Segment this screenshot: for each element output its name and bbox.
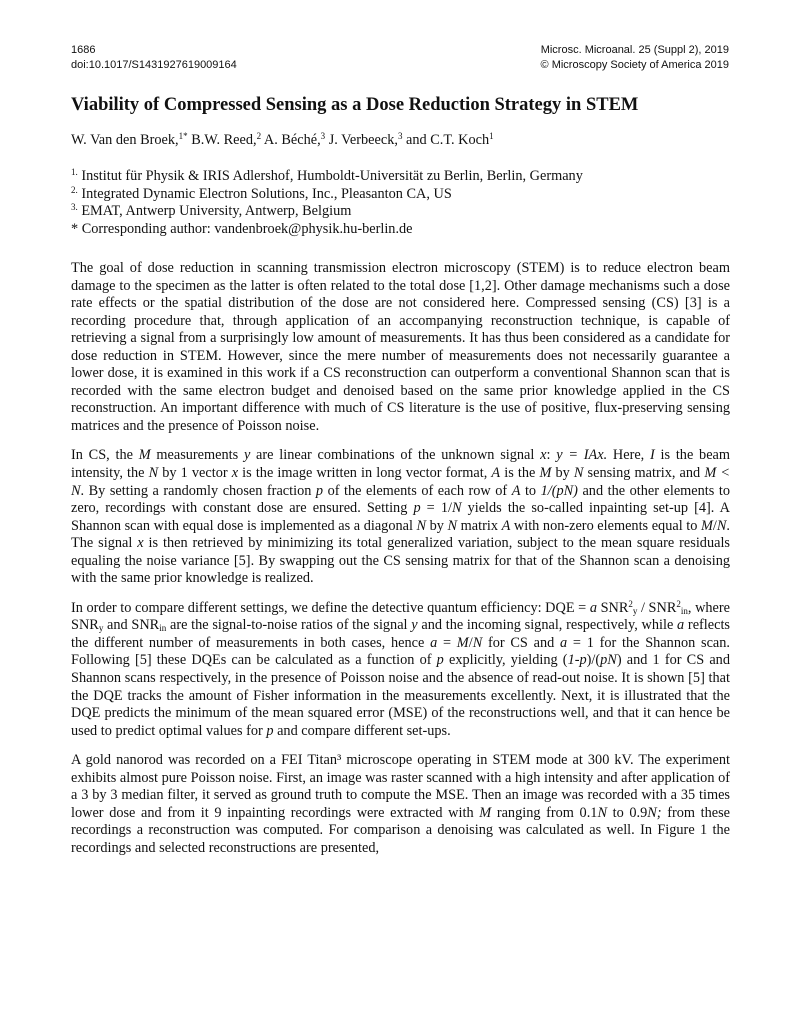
author-list	[71, 132, 494, 149]
text-run: in	[159, 623, 167, 634]
text-run: by	[426, 517, 448, 534]
author-mark: 1*	[178, 131, 188, 141]
text-run: and SNR	[103, 617, 160, 634]
text-run: / SNR	[637, 599, 677, 616]
author-mark: 2	[256, 131, 262, 141]
text-run: and the incoming signal, respectively, while	[417, 617, 678, 634]
text-run: p	[266, 722, 274, 739]
text-run: y	[98, 623, 104, 634]
text-run: N	[716, 517, 727, 534]
text-run: . By setting a randomly chosen fraction	[80, 482, 316, 499]
text-run: matrix	[457, 517, 502, 534]
author-mark: 3	[397, 131, 403, 141]
author-mark: 3	[320, 131, 326, 141]
text-run: from these recordings a reconstruction was computed. For comparison a denoising was calculated as well. In Figure 1 the recordings and selected reconstructions are presented,	[71, 804, 731, 856]
text-run: to 0.9	[606, 804, 648, 821]
header-left	[71, 43, 237, 73]
text-run: explicitly, yielding (	[443, 652, 568, 669]
text-run: of the elements of each row of	[323, 482, 512, 499]
text-run: N	[597, 804, 607, 821]
corresponding-author-text: * Corresponding author: vandenbroek@physik.hu-berlin.de	[71, 221, 413, 238]
text-run: A	[491, 465, 501, 482]
text-run: :	[546, 447, 557, 464]
text-run: sensing matrix, and	[583, 465, 705, 482]
text-run: by	[551, 465, 574, 482]
text-run: M	[479, 804, 492, 821]
affiliation	[71, 203, 583, 221]
text-run: In CS, the	[71, 447, 139, 464]
text-run: is then retrieved by minimizing its total generalized variation, subject to the mean square residuals equaling the noise variance [5]. By swapping out the CS sensing matrix for that of the Shannon scan a denoising with the same prior knowledge is realized.	[71, 535, 730, 587]
author: W. Van den Broek,	[71, 132, 179, 148]
text-run: = 1 for the Shannon scan. Following [5] these DQEs can be calculated as a function of	[71, 634, 730, 669]
text-run: a	[560, 634, 568, 651]
text-run: M	[539, 465, 552, 482]
text-run: The goal of dose reduction in scanning transmission electron microscopy (STEM) is to reduce electron beam damage to the specimen as the latter is often related to the total dose [1,2]. Other damage mechanisms such a dose rate effects or the spatial distribution of the dose are not considered here. Compressed sensing (CS) [3] is a recording procedure that, through application of an accompanying reconstruction technique, is capable of retrieving a signal from a surprisingly low amount of measurements. It has thus been considered as a candidate for dose reduction in STEM. However, since the mere number of measurements does not necessarily guarantee a lower dose, it is examined in this work if a CS reconstruction can outperform a conventional Shannon scan that is recorded with the same electron budget and denoised based on the same prior knowledge applied in the CS reconstruction. An important difference with much of CS literature is the use of positive, flux-preserving sensing matrices and the presence of Poisson noise.	[71, 260, 730, 434]
text-run: p	[413, 500, 421, 517]
text-run: are linear combinations of the unknown signal	[250, 447, 541, 464]
affiliation	[71, 186, 583, 204]
text-run: to	[520, 482, 541, 499]
text-run: ranging from 0.1	[491, 804, 598, 821]
text-run: A	[511, 482, 521, 499]
text-run: y	[243, 447, 251, 464]
text-run: N;	[647, 804, 662, 821]
doi: doi:10.1017/S1431927619009164	[71, 59, 237, 71]
text-run: 1/(pN)	[540, 482, 578, 499]
text-run: A gold nanorod was recorded on a FEI Titan³ microscope operating in STEM mode at 300 kV. The experiment exhibits almost pure Poisson noise. First, an image was raster scanned with a high intensity and after application of a 3 by 3 median filter, it served as ground truth to compute the MSE. Then an image was recorded with a 35 times lower dose and from it 9 inpainting recordings were extracted with	[71, 752, 730, 821]
affiliation-mark: 2.	[71, 184, 78, 195]
text-run: SNR	[596, 599, 629, 616]
corresponding-author	[71, 221, 583, 239]
text-run: y	[411, 617, 418, 634]
text-run: with non-zero elements equal to	[510, 517, 701, 534]
text-run: 2	[676, 598, 681, 609]
author: and C.T. Koch	[402, 132, 490, 148]
text-run: = 1/	[420, 500, 452, 517]
author: B.W. Reed,	[187, 132, 257, 148]
text-run: a	[589, 599, 597, 616]
text-run: is the image written in long vector format,	[238, 465, 492, 482]
text-run: ) and 1 for CS and Shannon scans respectively, in the presence of Poisson noise and the absence of read-out noise. It is shown [5] that the DQE tracks the amount of Fisher information in the measurements excellently. Next, it is illustrated that the DQE predicts the minimum of the mean squared error (MSE) of the reconstructions well, and that it can hence be used to predict optimal values for	[71, 652, 730, 739]
text-run: pN	[600, 652, 617, 669]
text-run: 2	[628, 598, 633, 609]
author: A. Béché,	[261, 132, 321, 148]
text-run: by 1 vector	[158, 465, 232, 482]
text-run: N	[148, 465, 159, 482]
copyright: © Microscopy Society of America 2019	[540, 59, 729, 71]
text-run: , where SNR	[71, 599, 730, 634]
affiliation-mark: 3.	[71, 202, 78, 213]
text-run: in	[680, 605, 688, 616]
text-run: x	[231, 465, 239, 482]
text-run: p	[315, 482, 324, 499]
journal-citation: Microsc. Microanal. 25 (Suppl 2), 2019	[540, 44, 729, 56]
text-run: is the	[500, 465, 540, 482]
text-run: are the signal-to-noise ratios of the signal	[166, 617, 412, 634]
text-run: Here,	[607, 447, 651, 464]
body-text	[71, 260, 730, 870]
text-run: N	[447, 517, 458, 534]
text-run: In order to compare different settings, we define the detective quantum efficiency: DQE =	[71, 599, 590, 616]
author-mark: 1	[489, 131, 494, 141]
text-run: a	[430, 634, 438, 651]
text-run: N	[472, 634, 483, 651]
text-run: M	[456, 634, 469, 651]
text-run: is the beam intensity, the	[71, 447, 731, 482]
text-run: and the other elements to zero, recordings with constant dose are ensured. Setting	[71, 482, 730, 517]
text-run: M	[700, 517, 713, 534]
text-run: 1-p	[567, 652, 587, 669]
text-run: N	[416, 517, 427, 534]
text-run: x	[137, 535, 144, 552]
text-run: measurements	[150, 447, 244, 464]
author: J. Verbeeck,	[325, 132, 398, 148]
text-run: /	[468, 634, 473, 651]
text-run: A	[501, 517, 511, 534]
header-right	[541, 43, 729, 73]
text-run: y = IAx.	[556, 447, 608, 464]
paragraph	[71, 600, 730, 740]
paragraph	[71, 260, 730, 435]
text-run: x	[540, 447, 547, 464]
text-run: y	[632, 605, 638, 616]
text-run: reflects the different number of measurements in both cases, hence	[71, 617, 730, 651]
affiliation-text: Institut für Physik & IRIS Adlershof, Humboldt-Universität zu Berlin, Berlin, Germany	[77, 168, 583, 184]
text-run: )/(	[586, 652, 601, 669]
text-run: /	[712, 517, 717, 534]
text-run: M	[138, 447, 151, 464]
text-run: for CS and	[482, 634, 561, 651]
text-run: N	[451, 500, 462, 517]
text-run: p	[436, 652, 444, 669]
affiliation-text: EMAT, Antwerp University, Antwerp, Belgium	[77, 203, 352, 220]
affiliation-mark: 1.	[71, 167, 78, 177]
page-number: 1686	[71, 44, 96, 56]
paragraph	[71, 447, 730, 587]
text-run: yields the so-called inpainting set-up [4]. A Shannon scan with equal dose is implemented as a diagonal	[71, 500, 730, 534]
text-run: . The signal	[71, 517, 730, 552]
paper-title: Viability of Compressed Sensing as a Dose Reduction Strategy in STEM	[71, 95, 639, 115]
paragraph	[71, 752, 730, 857]
affiliations	[71, 168, 583, 239]
text-run: a	[677, 617, 685, 634]
affiliation-text: Integrated Dynamic Electron Solutions, Inc., Pleasanton CA, US	[77, 185, 452, 202]
affiliation	[71, 168, 583, 186]
text-run: M < N	[71, 465, 730, 499]
text-run: and compare different set-ups.	[273, 722, 451, 739]
text-run: =	[437, 634, 457, 651]
text-run: I	[650, 447, 655, 464]
text-run: N	[573, 465, 584, 482]
